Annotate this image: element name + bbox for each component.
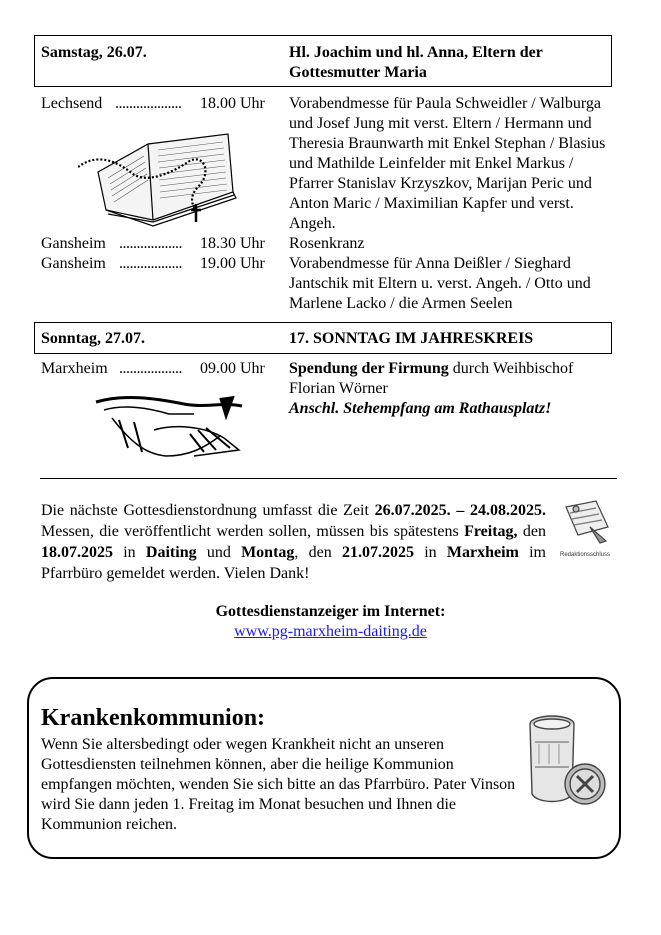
entry-dots: .................. — [119, 255, 182, 272]
entry-time: 18.00 Uhr — [200, 95, 265, 112]
entry-time: 19.00 Uhr — [200, 255, 265, 272]
notice-text: , den — [294, 544, 342, 561]
section-divider — [40, 478, 617, 479]
saturday-date: Samstag, 26.07. — [41, 44, 147, 61]
notice-place: Daiting — [145, 544, 197, 561]
entry-dots: .................. — [119, 235, 182, 252]
deadline-badge — [556, 497, 614, 559]
entry-place: Lechsend — [41, 95, 103, 112]
deadline-badge-label: Redaktionsschluss — [559, 552, 611, 558]
entry-time: 09.00 Uhr — [200, 360, 265, 377]
sunday-feast-title: 17. SONNTAG IM JAHRESKREIS — [289, 330, 534, 347]
deadline-notice — [41, 500, 546, 584]
calendar-note-icon — [556, 497, 614, 547]
notice-text: Die nächste Gottesdienstordnung umfasst die Zeit — [41, 502, 375, 519]
notice-date: 18.07.2025 — [41, 544, 113, 561]
entry-description — [289, 359, 619, 419]
notice-text: in — [413, 544, 447, 561]
saturday-header — [34, 35, 612, 87]
confirmation-hands-illustration — [94, 390, 244, 460]
internet-link-row — [0, 623, 661, 641]
pyx-host-illustration — [527, 712, 607, 812]
saturday-feast-title: Hl. Joachim und hl. Anna, Eltern der Gottesmutter Maria — [289, 44, 543, 81]
notice-period: 26.07.2025. – 24.08.2025. — [374, 502, 547, 519]
communion-title: Krankenkommunion: — [41, 705, 266, 731]
bible-rosary-illustration — [78, 122, 238, 227]
notice-text: den — [517, 523, 547, 540]
notice-text: im Pfarrbüro gemeldet werden. Vielen Dank! — [41, 544, 546, 582]
communion-text: Wenn Sie altersbedingt oder wegen Krankheit nicht an unseren Gottesdiensten teilnehmen können, aber die heilige Kommunion empfangen möchten, wenden Sie sich bitte an das Pfarrbüro. Pater Vinson wird Sie dann jeden 1. Freitag im Monat besuchen und Ihnen die Kommunion reichen. — [41, 736, 516, 833]
internet-heading: Gottesdienstanzeiger im Internet: — [215, 603, 446, 620]
confirmation-label: Spendung der Firmung — [289, 360, 449, 377]
notice-text: in — [113, 544, 146, 561]
entry-place: Gansheim — [41, 255, 106, 272]
sunday-header — [34, 322, 612, 354]
notice-weekday: Freitag, — [464, 523, 518, 540]
entry-dots: .................. — [119, 360, 182, 377]
entry-place: Gansheim — [41, 235, 106, 252]
entry-description: Vorabendmesse für Anna Deißler / Sieghard Jantschik mit Eltern u. verst. Angeh. / Otto und Marlene Lacko / die Armen Seelen — [289, 255, 591, 312]
entry-description: Rosenkranz — [289, 235, 365, 252]
notice-date: 21.07.2025 — [341, 544, 414, 561]
confirmation-detail: durch Weihbischof Florian Wörner — [289, 360, 574, 397]
entry-description: Vorabendmesse für Paula Schweidler / Walburga und Josef Jung mit verst. Eltern / Hermann und Theresia Braunwarth mit Enkel Stephan / Blasius und Mathilde Leinfelder mit Enkel Markus / Pfarrer Stanislav Krzyszkov, Marijan Peric und Anton Maric / Maximilian Kapfer und verst. Angeh. — [289, 95, 606, 232]
notice-text: Messen, die veröffentlicht werden sollen, müssen bis spätestens — [41, 523, 465, 540]
reception-note: Anschl. Stehempfang am Rathausplatz! — [289, 400, 552, 417]
entry-place: Marxheim — [41, 360, 108, 377]
entry-time: 18.30 Uhr — [200, 235, 265, 252]
notice-weekday: Montag — [241, 544, 295, 561]
website-link[interactable]: www.pg-marxheim-daiting.de — [234, 623, 427, 640]
notice-place: Marxheim — [446, 544, 519, 561]
entry-dots: ................... — [115, 95, 182, 112]
sunday-date: Sonntag, 27.07. — [41, 330, 146, 347]
notice-text: und — [196, 544, 242, 561]
